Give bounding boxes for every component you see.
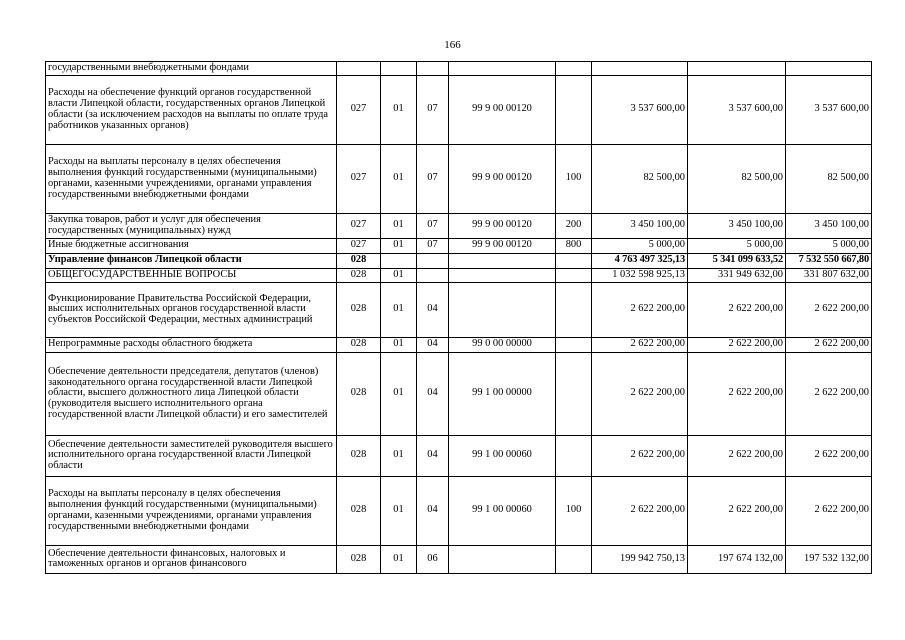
amount-year-2: 2 622 200,00 xyxy=(688,476,786,545)
expense-type-code xyxy=(556,337,592,352)
target-article-code xyxy=(449,268,556,282)
target-article-code: 99 9 00 00120 xyxy=(449,213,556,238)
amount-year-3: 2 622 200,00 xyxy=(786,337,872,352)
table-row xyxy=(46,476,872,545)
section-code: 01 xyxy=(381,238,417,253)
amount-year-1: 1 032 598 925,13 xyxy=(592,268,688,282)
table-row xyxy=(46,238,872,253)
budget-item-name: Иные бюджетные ассигнования xyxy=(46,238,337,253)
amount-year-2: 2 622 200,00 xyxy=(688,337,786,352)
amount-year-1: 199 942 750,13 xyxy=(592,545,688,573)
subsection-code: 04 xyxy=(417,337,449,352)
amount-year-2: 2 622 200,00 xyxy=(688,282,786,337)
section-code: 01 xyxy=(381,144,417,213)
section-code: 01 xyxy=(381,75,417,144)
subsection-code xyxy=(417,268,449,282)
table-row xyxy=(46,253,872,268)
admin-code: 028 xyxy=(337,282,381,337)
target-article-code: 99 9 00 00120 xyxy=(449,144,556,213)
subsection-code xyxy=(417,62,449,76)
amount-year-3: 331 807 632,00 xyxy=(786,268,872,282)
budget-item-name: Управление финансов Липецкой области xyxy=(46,253,337,268)
budget-item-name: Обеспечение деятельности финансовых, налоговых и таможенных органов и органов финансового xyxy=(46,545,337,573)
budget-item-name: Непрограммные расходы областного бюджета xyxy=(46,337,337,352)
admin-code: 028 xyxy=(337,476,381,545)
amount-year-1: 82 500,00 xyxy=(592,144,688,213)
section-code: 01 xyxy=(381,476,417,545)
amount-year-2: 2 622 200,00 xyxy=(688,435,786,476)
budget-item-name: ОБЩЕГОСУДАРСТВЕННЫЕ ВОПРОСЫ xyxy=(46,268,337,282)
expense-type-code xyxy=(556,545,592,573)
subsection-code: 07 xyxy=(417,213,449,238)
budget-item-name: Обеспечение деятельности заместителей руководителя высшего исполнительного органа государственной власти Липецкой области xyxy=(46,435,337,476)
admin-code: 028 xyxy=(337,545,381,573)
expense-type-code xyxy=(556,352,592,435)
amount-year-1: 3 450 100,00 xyxy=(592,213,688,238)
subsection-code: 07 xyxy=(417,238,449,253)
amount-year-3: 5 000,00 xyxy=(786,238,872,253)
section-code: 01 xyxy=(381,213,417,238)
budget-item-name: Расходы на обеспечение функций органов государственной власти Липецкой области, государственных органов Липецкой области (за исключением расходов на выплаты по оплате труда работников указанных органов) xyxy=(46,75,337,144)
budget-item-name: Обеспечение деятельности председателя, депутатов (членов) законодательного органа государственной власти Липецкой области, высшего должностного лица Липецкой области (руководителя высшего исполнительного органа государственной власти Липецкой области) и его заместителей xyxy=(46,352,337,435)
target-article-code: 99 9 00 00120 xyxy=(449,75,556,144)
amount-year-3: 2 622 200,00 xyxy=(786,282,872,337)
subsection-code: 04 xyxy=(417,352,449,435)
admin-code: 028 xyxy=(337,253,381,268)
amount-year-2: 82 500,00 xyxy=(688,144,786,213)
amount-year-3: 2 622 200,00 xyxy=(786,476,872,545)
page-number: 166 xyxy=(444,39,461,51)
amount-year-2 xyxy=(688,62,786,76)
budget-item-name: Расходы на выплаты персоналу в целях обеспечения выполнения функций государственными (муниципальными) органами, казенными учреждениями, органами управления государственными внебюджетными фондами xyxy=(46,476,337,545)
amount-year-2: 197 674 132,00 xyxy=(688,545,786,573)
admin-code: 028 xyxy=(337,435,381,476)
amount-year-2: 331 949 632,00 xyxy=(688,268,786,282)
amount-year-2: 2 622 200,00 xyxy=(688,352,786,435)
subsection-code: 07 xyxy=(417,75,449,144)
table-row xyxy=(46,352,872,435)
section-code: 01 xyxy=(381,435,417,476)
subsection-code: 07 xyxy=(417,144,449,213)
expense-type-code: 100 xyxy=(556,144,592,213)
table-row xyxy=(46,545,872,573)
table-body xyxy=(46,62,872,574)
subsection-code: 04 xyxy=(417,476,449,545)
subsection-code: 04 xyxy=(417,282,449,337)
table-row xyxy=(46,213,872,238)
section-code xyxy=(381,253,417,268)
expense-type-code xyxy=(556,62,592,76)
amount-year-3: 3 450 100,00 xyxy=(786,213,872,238)
table-row xyxy=(46,435,872,476)
amount-year-1: 4 763 497 325,13 xyxy=(592,253,688,268)
amount-year-1: 2 622 200,00 xyxy=(592,435,688,476)
amount-year-1 xyxy=(592,62,688,76)
amount-year-3: 197 532 132,00 xyxy=(786,545,872,573)
target-article-code xyxy=(449,62,556,76)
amount-year-3: 2 622 200,00 xyxy=(786,352,872,435)
amount-year-2: 5 000,00 xyxy=(688,238,786,253)
expense-type-code xyxy=(556,75,592,144)
amount-year-3: 7 532 550 667,80 xyxy=(786,253,872,268)
target-article-code: 99 1 00 00000 xyxy=(449,352,556,435)
table-row xyxy=(46,62,872,76)
target-article-code: 99 1 00 00060 xyxy=(449,476,556,545)
amount-year-1: 2 622 200,00 xyxy=(592,476,688,545)
subsection-code xyxy=(417,253,449,268)
amount-year-3: 3 537 600,00 xyxy=(786,75,872,144)
expense-type-code: 800 xyxy=(556,238,592,253)
section-code: 01 xyxy=(381,337,417,352)
table-row xyxy=(46,75,872,144)
target-article-code: 99 0 00 00000 xyxy=(449,337,556,352)
budget-table xyxy=(45,61,872,574)
admin-code: 027 xyxy=(337,213,381,238)
admin-code: 028 xyxy=(337,337,381,352)
amount-year-1: 3 537 600,00 xyxy=(592,75,688,144)
budget-item-name: Расходы на выплаты персоналу в целях обеспечения выполнения функций государственными (муниципальными) органами, казенными учреждениями, органами управления государственными внебюджетными фондами xyxy=(46,144,337,213)
section-code xyxy=(381,62,417,76)
amount-year-2: 3 450 100,00 xyxy=(688,213,786,238)
admin-code: 027 xyxy=(337,144,381,213)
amount-year-1: 5 000,00 xyxy=(592,238,688,253)
expense-type-code xyxy=(556,268,592,282)
table-row xyxy=(46,282,872,337)
target-article-code xyxy=(449,545,556,573)
section-code: 01 xyxy=(381,352,417,435)
subsection-code: 04 xyxy=(417,435,449,476)
admin-code: 028 xyxy=(337,268,381,282)
expense-type-code: 200 xyxy=(556,213,592,238)
admin-code xyxy=(337,62,381,76)
section-code: 01 xyxy=(381,282,417,337)
budget-item-name: Функционирование Правительства Российской Федерации, высших исполнительных органов государственной власти субъектов Российской Федерации, местных администраций xyxy=(46,282,337,337)
admin-code: 028 xyxy=(337,352,381,435)
table-row xyxy=(46,144,872,213)
target-article-code xyxy=(449,282,556,337)
admin-code: 027 xyxy=(337,238,381,253)
amount-year-1: 2 622 200,00 xyxy=(592,337,688,352)
amount-year-2: 3 537 600,00 xyxy=(688,75,786,144)
expense-type-code: 100 xyxy=(556,476,592,545)
table-row xyxy=(46,268,872,282)
subsection-code: 06 xyxy=(417,545,449,573)
admin-code: 027 xyxy=(337,75,381,144)
amount-year-1: 2 622 200,00 xyxy=(592,352,688,435)
budget-item-name: Закупка товаров, работ и услуг для обеспечения государственных (муниципальных) нужд xyxy=(46,213,337,238)
section-code: 01 xyxy=(381,268,417,282)
amount-year-3: 82 500,00 xyxy=(786,144,872,213)
table-row xyxy=(46,337,872,352)
section-code: 01 xyxy=(381,545,417,573)
target-article-code xyxy=(449,253,556,268)
amount-year-2: 5 341 099 633,52 xyxy=(688,253,786,268)
amount-year-3: 2 622 200,00 xyxy=(786,435,872,476)
target-article-code: 99 1 00 00060 xyxy=(449,435,556,476)
target-article-code: 99 9 00 00120 xyxy=(449,238,556,253)
expense-type-code xyxy=(556,253,592,268)
budget-item-name: государственными внебюджетными фондами xyxy=(46,62,337,76)
expense-type-code xyxy=(556,435,592,476)
amount-year-1: 2 622 200,00 xyxy=(592,282,688,337)
expense-type-code xyxy=(556,282,592,337)
amount-year-3 xyxy=(786,62,872,76)
